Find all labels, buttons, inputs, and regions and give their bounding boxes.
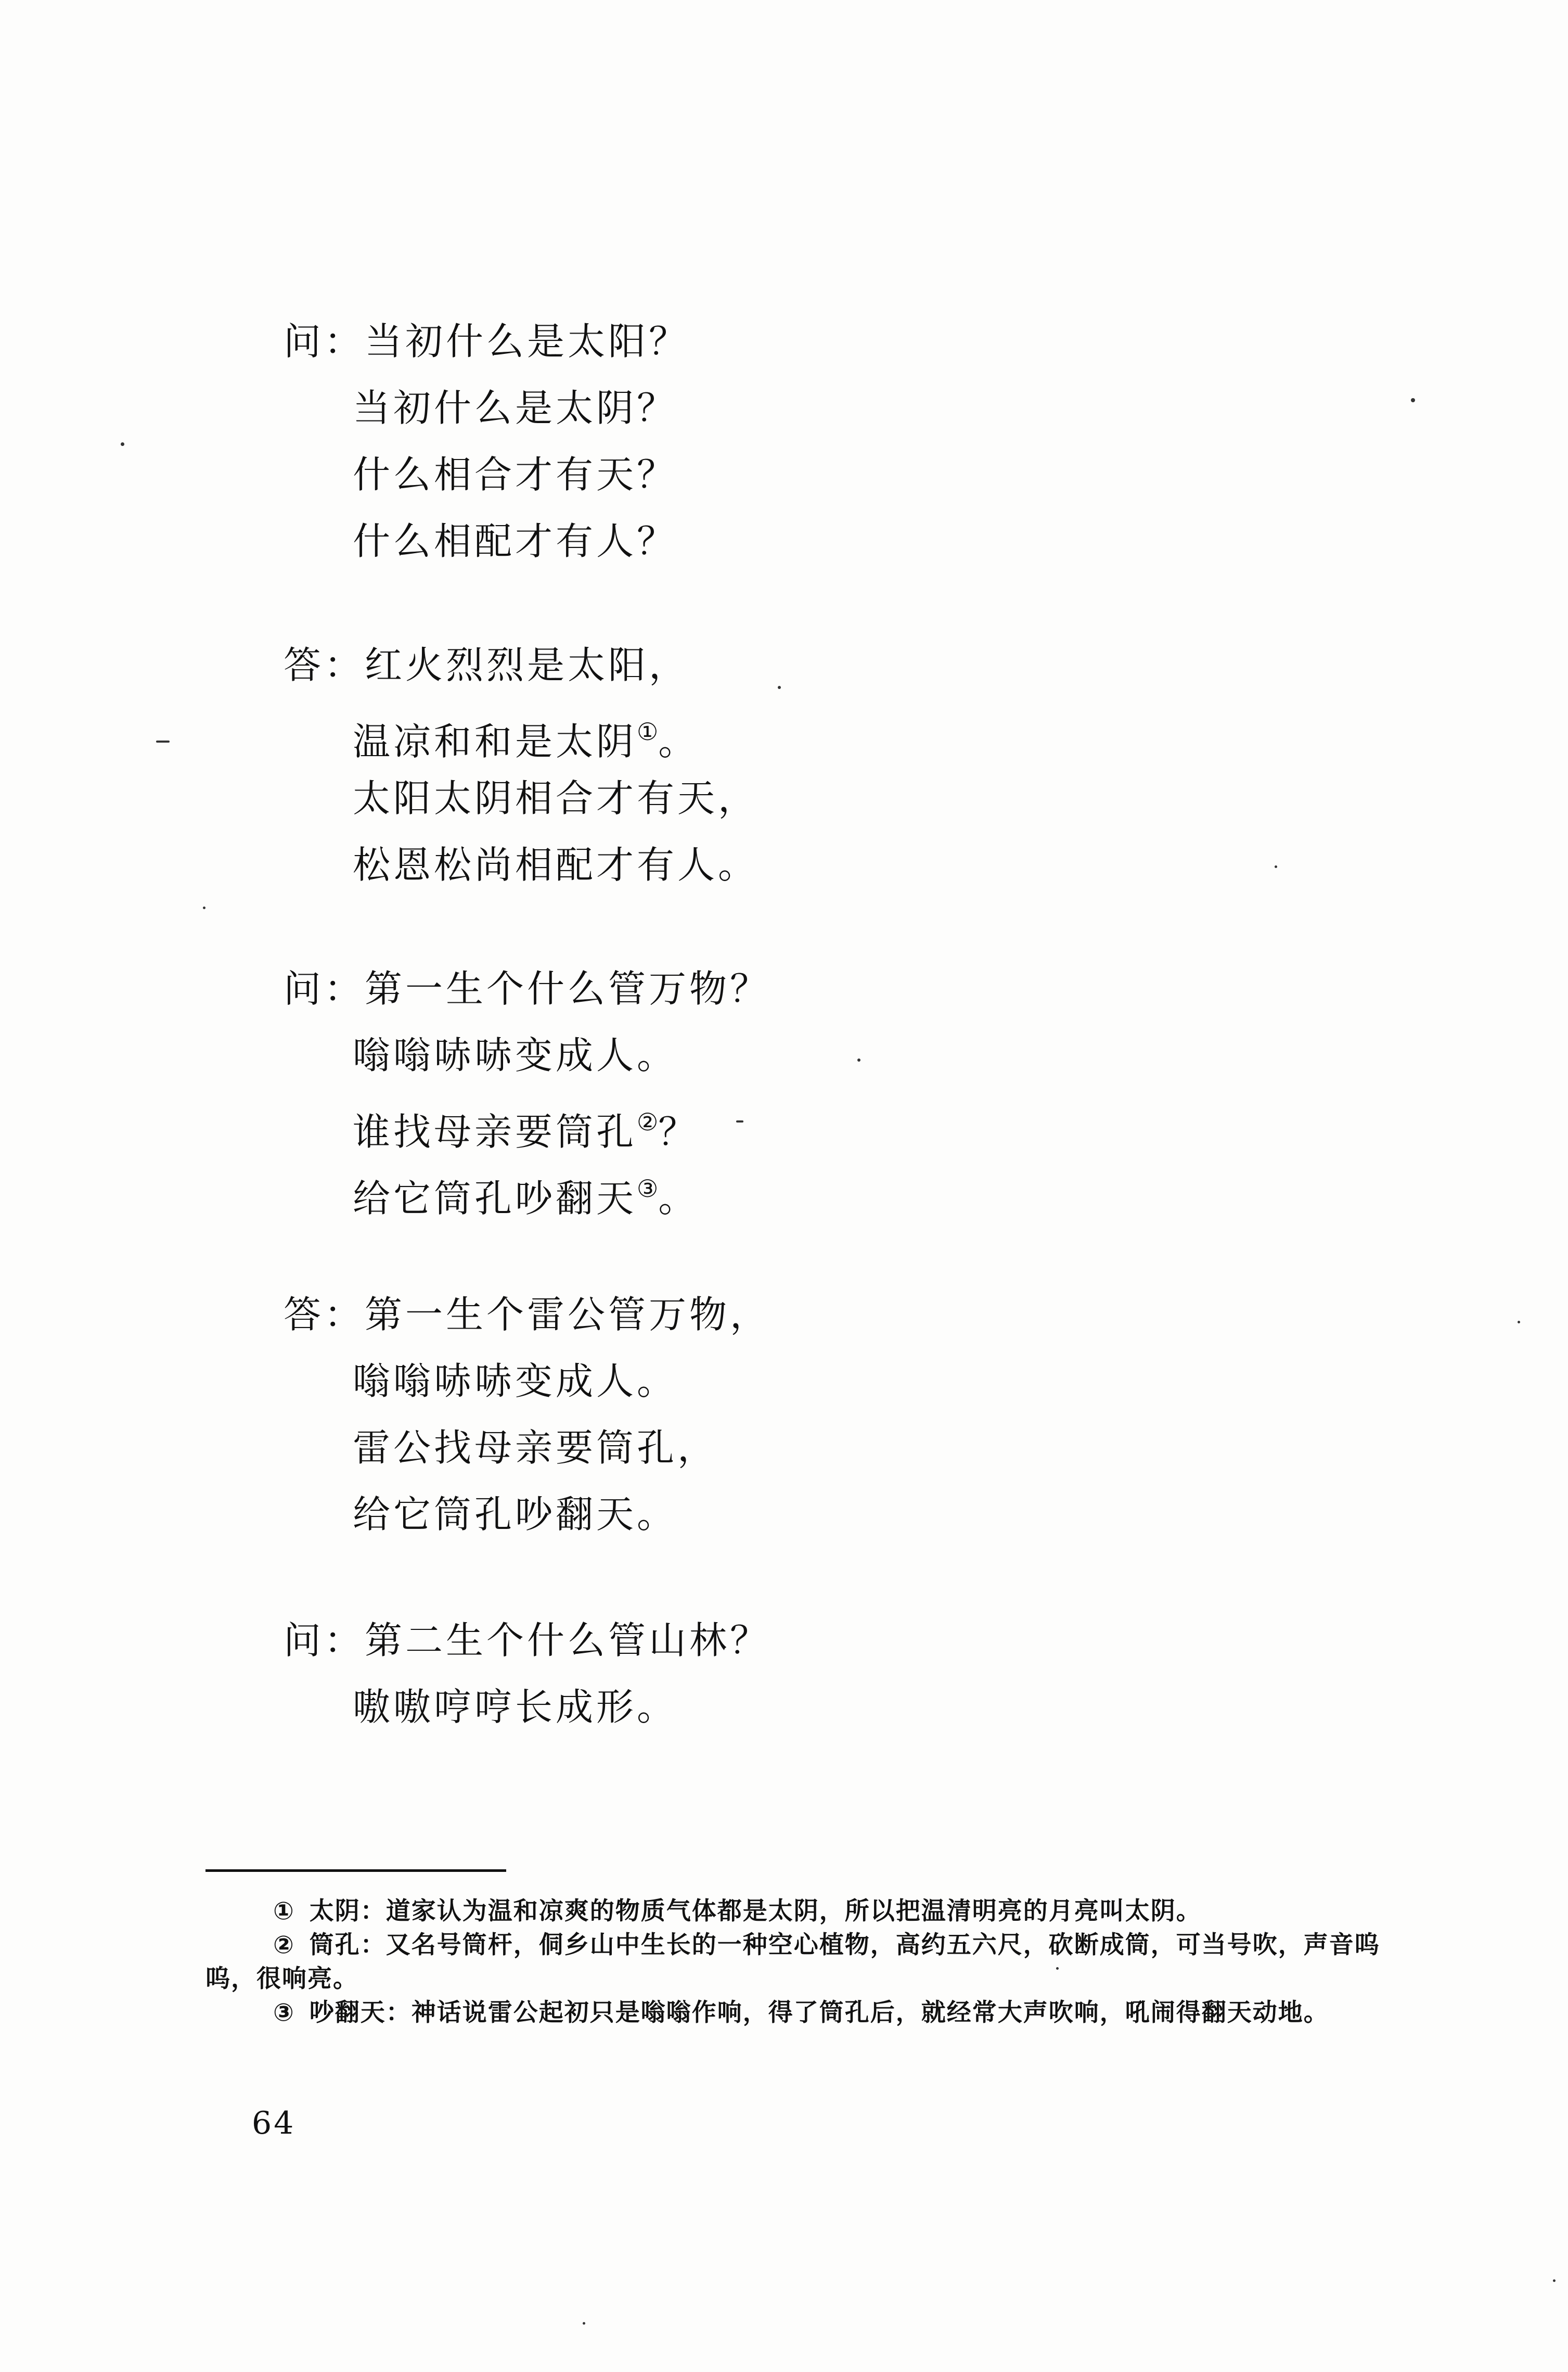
speaker-label: 答 (284, 643, 325, 687)
verse-text: 什么相合才有天？ (353, 453, 678, 496)
verse-text: 第二生个什么管山林？ (365, 1618, 771, 1662)
footnote-marker: ② (637, 1108, 659, 1136)
verse-text: 雷公找母亲要筒孔， (353, 1426, 718, 1470)
footnote-2 (205, 1928, 1412, 1996)
verse-line (284, 1414, 1324, 1481)
footnote-marker: ① (637, 718, 659, 746)
verse-punctuation: 。 (658, 720, 699, 763)
footnote-marker: ③ (637, 1175, 659, 1203)
scan-speck (857, 1059, 860, 1062)
verse-text: 当初什么是太阴？ (353, 386, 678, 430)
verse-line (284, 1281, 1324, 1348)
stanza-1 (284, 308, 1324, 575)
verse-text: 谁找母亲要筒孔 (353, 1110, 637, 1154)
verse-line (284, 1089, 1324, 1155)
speaker-colon: ： (324, 967, 365, 1011)
verse-text: 嗷嗷哼哼长成形。 (353, 1685, 678, 1729)
stanza-4 (284, 1281, 1324, 1548)
speaker-colon: ： (324, 643, 365, 687)
verse-line (284, 1607, 1324, 1674)
stanza-2 (284, 632, 1324, 898)
verse-line (284, 1348, 1324, 1414)
verse-line (284, 375, 1324, 441)
verse-text: 给它筒孔吵翻天 (353, 1177, 637, 1220)
footnote-number: ② (273, 1931, 295, 1959)
scan-speck (583, 2322, 585, 2325)
footnote-text: 筒孔：又名号筒杆，侗乡山中生长的一种空心植物，高约五六尺，砍断成筒，可当号吹，声音呜呜，很响亮。 (205, 1931, 1380, 1993)
verse-line (284, 832, 1324, 898)
footnote-divider (205, 1869, 506, 1872)
speaker-label: 问 (284, 320, 325, 363)
verse-text: 温凉和和是太阴 (353, 720, 637, 763)
verse-line (284, 632, 1324, 698)
footnote-text: 吵翻天：神话说雷公起初只是嗡嗡作响，得了筒孔后，就经常大声吹响，吼闹得翻天动地。 (309, 1998, 1329, 2027)
verse-text: 给它筒孔吵翻天。 (353, 1493, 678, 1536)
scan-speck (778, 686, 781, 689)
scan-speck (1553, 2279, 1556, 2282)
verse-punctuation: 。 (658, 1177, 699, 1220)
verse-text: 太阳太阴相合才有天， (353, 776, 759, 820)
footnote-text: 太阴：道家认为温和凉爽的物质气体都是太阴，所以把温清明亮的月亮叫太阴。 (309, 1897, 1202, 1925)
verse-text: 红火烈烈是太阳， (365, 643, 690, 687)
verse-text: 第一生个雷公管万物， (365, 1293, 771, 1336)
verse-text: 松恩松尚相配才有人。 (353, 843, 759, 887)
verse-line (284, 1481, 1324, 1548)
speaker-label: 答 (284, 1293, 325, 1336)
verse-line (284, 698, 1324, 765)
scan-speck (1275, 865, 1277, 868)
scan-speck (203, 907, 205, 909)
verse-line (284, 441, 1324, 508)
scan-speck (156, 741, 170, 743)
page-number: 64 (252, 2105, 296, 2141)
scan-speck (1411, 398, 1415, 402)
stanza-3 (284, 955, 1324, 1222)
footnote-1 (205, 1894, 1412, 1928)
scan-speck (1056, 1967, 1059, 1970)
footnotes (205, 1894, 1412, 2030)
verse-text: 嗡嗡哧哧变成人。 (353, 1359, 678, 1403)
verse-text: 嗡嗡哧哧变成人。 (353, 1034, 678, 1077)
speaker-colon: ： (324, 1618, 365, 1662)
verse-line (284, 955, 1324, 1022)
speaker-colon: ： (324, 1293, 365, 1336)
footnote-number: ③ (273, 1998, 295, 2027)
footnote-number: ① (273, 1897, 295, 1925)
speaker-colon: ： (324, 320, 365, 363)
stanza-5 (284, 1607, 1324, 1740)
verse-line (284, 1674, 1324, 1740)
verse-line (284, 1155, 1324, 1222)
footnote-3 (205, 1996, 1412, 2030)
speaker-label: 问 (284, 967, 325, 1011)
verse-text: 什么相配才有人？ (353, 519, 678, 563)
verse-line (284, 308, 1324, 375)
scan-speck (121, 442, 124, 446)
verse-line (284, 508, 1324, 575)
speaker-label: 问 (284, 1618, 325, 1662)
scan-speck (736, 1120, 743, 1123)
verse-line (284, 765, 1324, 832)
verse-punctuation: ？ (658, 1110, 699, 1154)
verse-text: 第一生个什么管万物？ (365, 967, 771, 1011)
scan-speck (1518, 1321, 1520, 1323)
verse-text: 当初什么是太阳？ (365, 320, 690, 363)
verse-line (284, 1022, 1324, 1089)
